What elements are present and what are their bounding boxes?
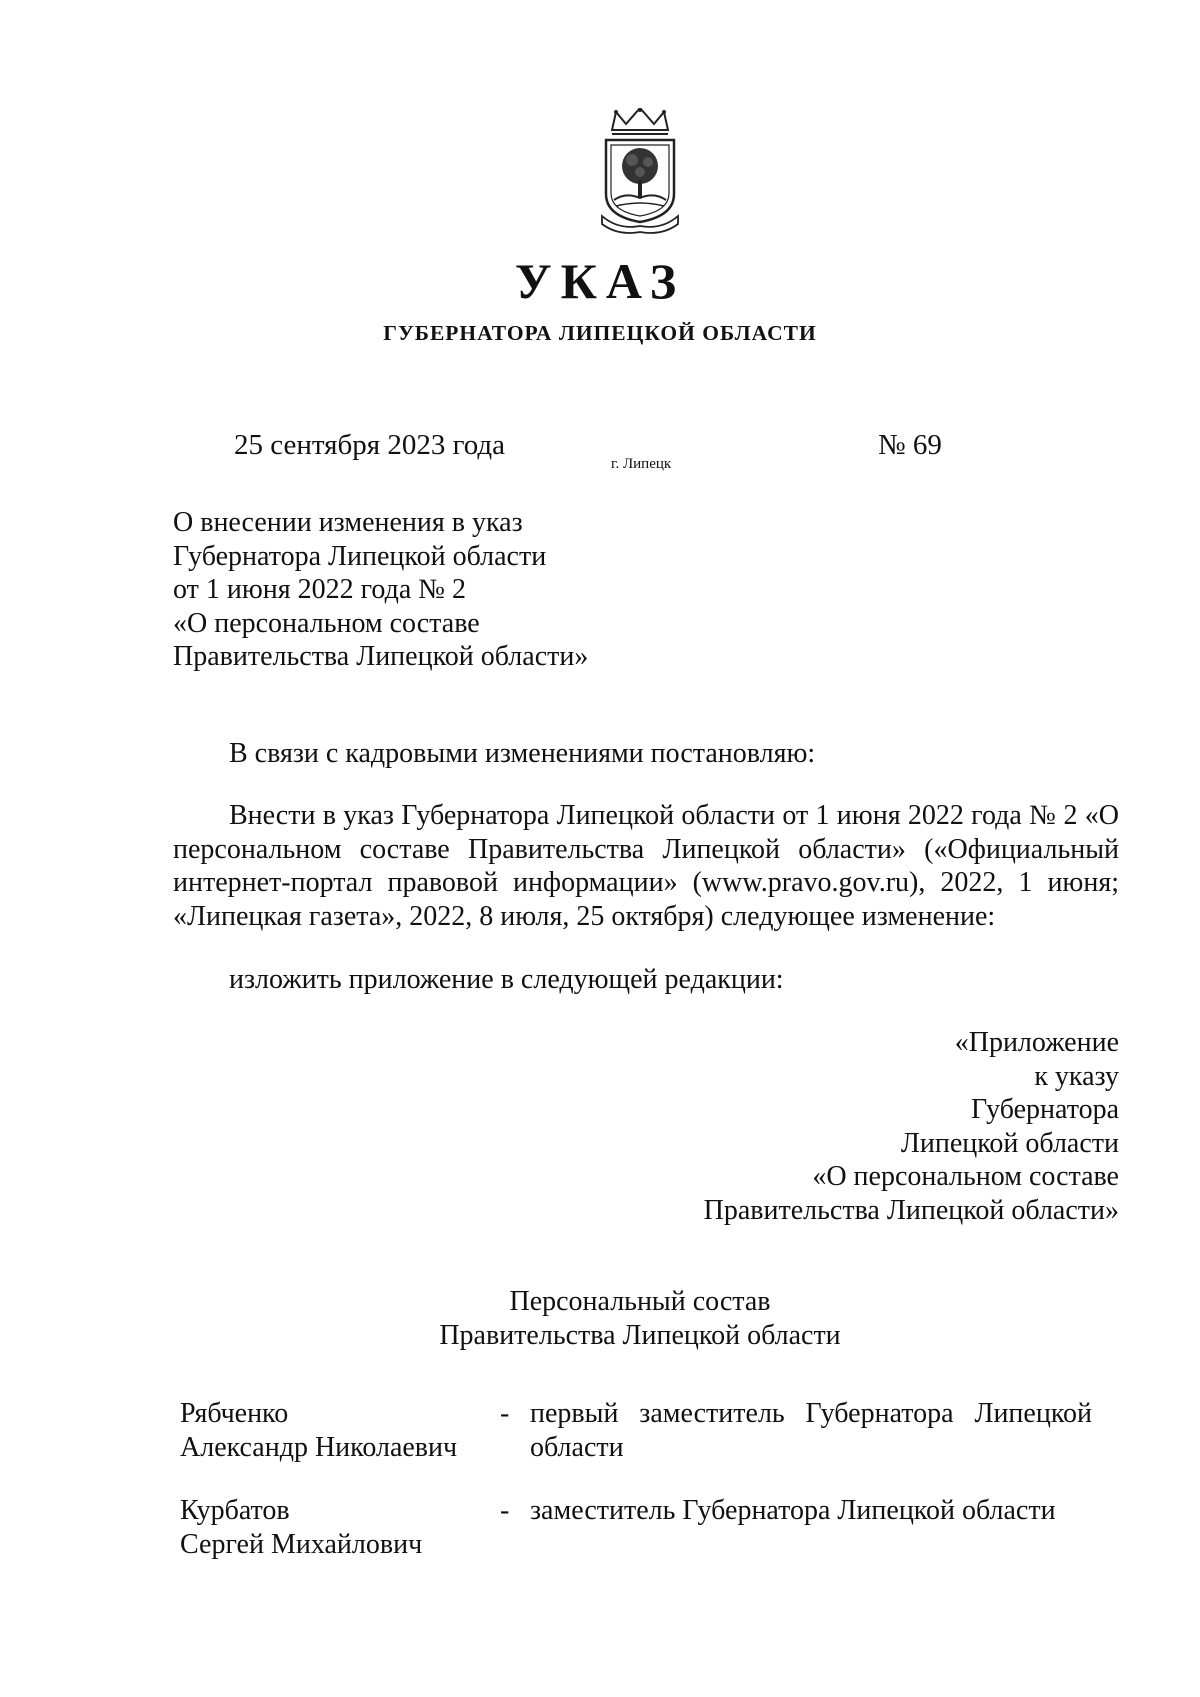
member-name (180, 1397, 480, 1464)
coat-of-arms-icon (598, 108, 682, 236)
appendix-line: «Приложение (954, 1027, 1119, 1058)
heading-line: от 1 июня 2022 года № 2 (173, 574, 467, 605)
decree-heading (173, 506, 733, 674)
member-dash: - (500, 1495, 510, 1526)
heading-line: «О персональном составе (173, 607, 480, 639)
member-given-names: Сергей Михайлович (180, 1528, 423, 1560)
appendix-line: «О персональном составе (812, 1161, 1119, 1192)
heading-line: О внесении изменения в указ (173, 507, 523, 538)
member-surname: Курбатов (180, 1495, 290, 1526)
member-position: заместитель Губернатора Липецкой области (530, 1495, 1056, 1526)
heading-line: Правительства Липецкой области» (173, 641, 589, 672)
document-number: № 69 (878, 429, 942, 461)
document-date: 25 сентября 2023 года (234, 429, 506, 461)
appendix-line: к указу (1034, 1060, 1119, 1092)
composition-title (240, 1285, 1040, 1352)
body-paragraph: изложить приложение в следующей редакции: (229, 964, 784, 995)
appendix-line: Губернатора (970, 1094, 1119, 1125)
document-subtitle: ГУБЕРНАТОРА ЛИПЕЦКОЙ ОБЛАСТИ (383, 321, 817, 345)
composition-title-line: Персональный состав (509, 1286, 771, 1317)
member-dash: - (500, 1398, 510, 1429)
composition-title-line: Правительства Липецкой области (439, 1319, 841, 1351)
document-title: УКАЗ (514, 253, 686, 309)
document-city: г. Липецк (611, 456, 672, 472)
appendix-reference (519, 1026, 1119, 1227)
appendix-line: Правительства Липецкой области» (703, 1194, 1119, 1226)
appendix-line: Липецкой области (900, 1127, 1119, 1159)
body-paragraph: В связи с кадровыми изменениями постановляю: (229, 738, 816, 769)
member-surname: Рябченко (180, 1398, 289, 1429)
body-paragraph: Внести в указ Губернатора Липецкой области от 1 июня 2022 года № 2 «О персональном составе Правительства Липецкой области» («Официальный интернет-портал правовой информации» (www.pravo.gov.ru), 2022, 1 июня; «Липецкая газета», 2022, 8 июля, 25 октября) следующее изменение: (173, 800, 1119, 932)
member-given-names: Александр Николаевич (180, 1431, 458, 1463)
heading-line: Губернатора Липецкой области (173, 540, 547, 572)
member-name (180, 1494, 480, 1561)
member-position: первый заместитель Губернатора Липецкой области (530, 1398, 1092, 1463)
